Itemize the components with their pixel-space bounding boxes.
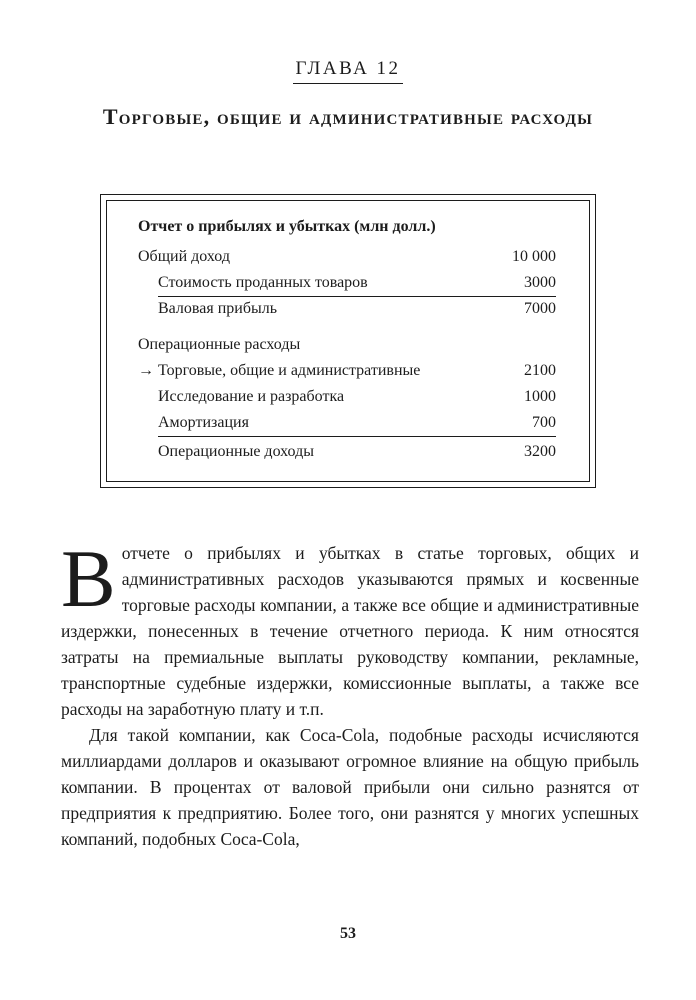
row-label: Валовая прибыль bbox=[158, 300, 277, 317]
table-rule bbox=[158, 296, 556, 297]
row-label: Операционные расходы bbox=[138, 336, 301, 353]
paragraph bbox=[61, 533, 639, 722]
drop-cap: В bbox=[61, 533, 116, 624]
page-number: 53 bbox=[340, 925, 356, 942]
row-label: Исследование и разработка bbox=[158, 388, 345, 405]
row-value: 700 bbox=[532, 414, 556, 431]
paragraph-text: Для такой компании, как Coca-Cola, подобные расходы исчисляются миллиардами долларов и оказывают огромное влияние на общую прибыль компании. В процентах от валовой прибыли они сильно разнятся от предприятия к предприятию. Более того, они разнятся у многих успешных компаний, подобных Coca-Cola, bbox=[61, 725, 639, 849]
table-row bbox=[138, 272, 556, 294]
row-value: 10 000 bbox=[512, 248, 556, 265]
table-row bbox=[138, 298, 556, 320]
table-row bbox=[138, 386, 556, 408]
table-row bbox=[138, 246, 556, 268]
arrow-right-icon: → bbox=[138, 362, 154, 379]
row-label: Операционные доходы bbox=[158, 443, 314, 460]
table-row bbox=[138, 334, 556, 356]
table-row bbox=[138, 412, 556, 434]
row-label: Стоимость проданных товаров bbox=[158, 274, 368, 291]
chapter-title: Торговые, общие и административные расходы bbox=[102, 104, 594, 129]
row-label: Общий доход bbox=[138, 248, 230, 265]
row-value: 3200 bbox=[524, 443, 556, 460]
table-row-highlighted bbox=[138, 360, 556, 382]
row-label: Торговые, общие и административные bbox=[158, 362, 421, 379]
row-value: 2100 bbox=[524, 362, 556, 379]
table-heading-row bbox=[138, 216, 556, 238]
row-value: 3000 bbox=[524, 274, 556, 291]
chapter-heading bbox=[0, 58, 696, 84]
table-row bbox=[138, 441, 556, 463]
row-label: Амортизация bbox=[158, 414, 249, 431]
table-heading: Отчет о прибылях и убытках (млн долл.) bbox=[138, 218, 436, 235]
row-value: 1000 bbox=[524, 388, 556, 405]
chapter-label: ГЛАВА 12 bbox=[293, 58, 402, 84]
row-value: 7000 bbox=[524, 300, 556, 317]
paragraph-text: отчете о прибылях и убытках в статье торговых, общих и административных расходов указываются прямых и косвенные торговые расходы компании, а также все общие и административные издержки, понесенных в течение отчетного периода. К ним относятся затраты на премиальные выплаты руководству компании, рекламные, транспортные судебные издержки, комиссионные выплаты, а также все расходы на заработную плату и т.п. bbox=[61, 543, 639, 719]
body-text bbox=[61, 533, 639, 852]
paragraph bbox=[61, 722, 639, 852]
table-rule bbox=[158, 436, 556, 437]
